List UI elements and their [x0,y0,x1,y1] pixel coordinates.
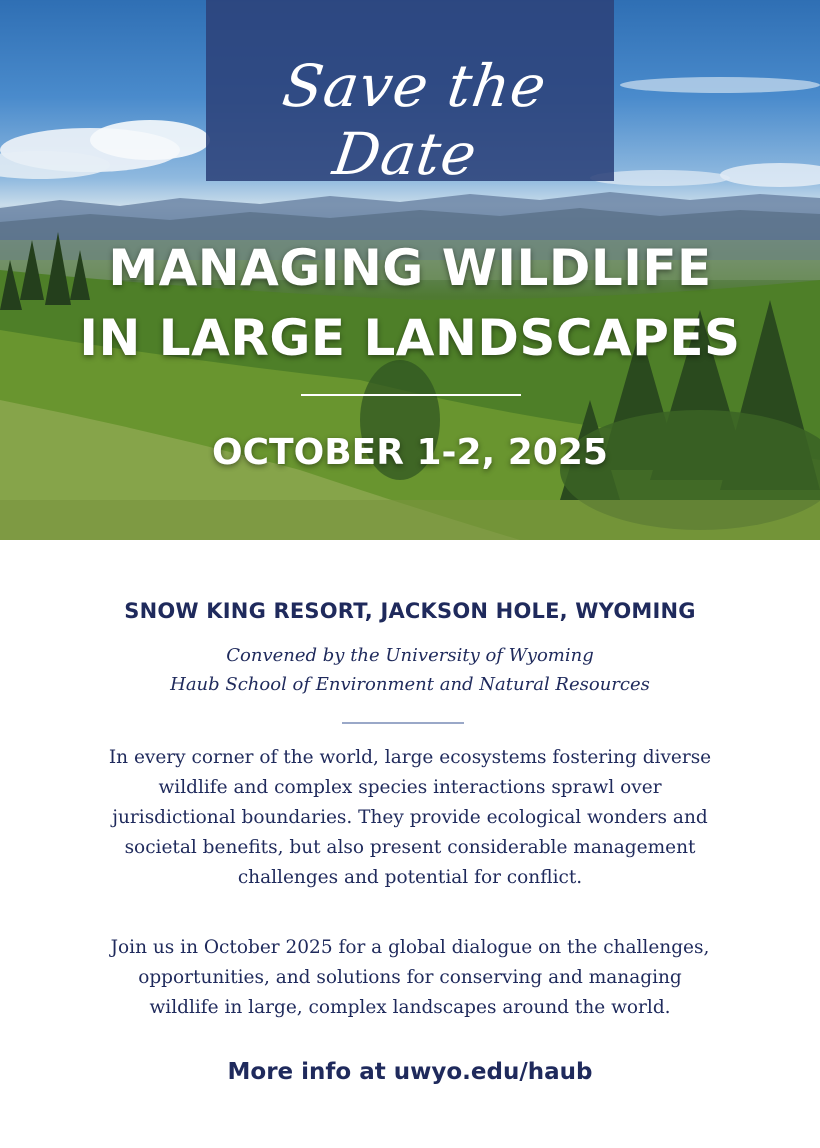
event-title-line-2: IN LARGE LANDSCAPES [79,309,741,367]
paragraph-line: challenges and potential for conflict. [237,867,583,888]
paragraph-line: wildlife in large, complex landscapes around the world. [149,997,671,1018]
convened-by-line-1: Convened by the University of Wyoming [226,645,594,666]
convened-by-line-2: Haub School of Environment and Natural Resources [170,674,650,695]
more-info-link: More info at uwyo.edu/haub [227,1059,593,1085]
invitation-paragraph [60,933,760,1023]
event-date: OCTOBER 1-2, 2025 [212,432,608,473]
section-divider [342,722,464,724]
paragraph-line: Join us in October 2025 for a global dialogue on the challenges, [110,937,710,958]
event-title-line-1: MANAGING WILDLIFE [108,239,712,297]
paragraph-line: In every corner of the world, large ecosystems fostering diverse [108,747,712,768]
paragraph-line: opportunities, and solutions for conserving and managing [138,967,682,988]
paragraph-line: wildlife and complex species interactions sprawl over [158,777,662,798]
description-paragraph [60,743,760,893]
save-the-date-banner [206,0,614,188]
landscape-photo [0,0,820,540]
paragraph-line: societal benefits, but also present considerable management [124,837,696,858]
save-the-date-heading: Save the Date [278,52,551,188]
paragraph-line: jurisdictional boundaries. They provide ecological wonders and [112,807,708,828]
event-venue: SNOW KING RESORT, JACKSON HOLE, WYOMING [124,599,696,623]
title-divider [301,394,521,396]
